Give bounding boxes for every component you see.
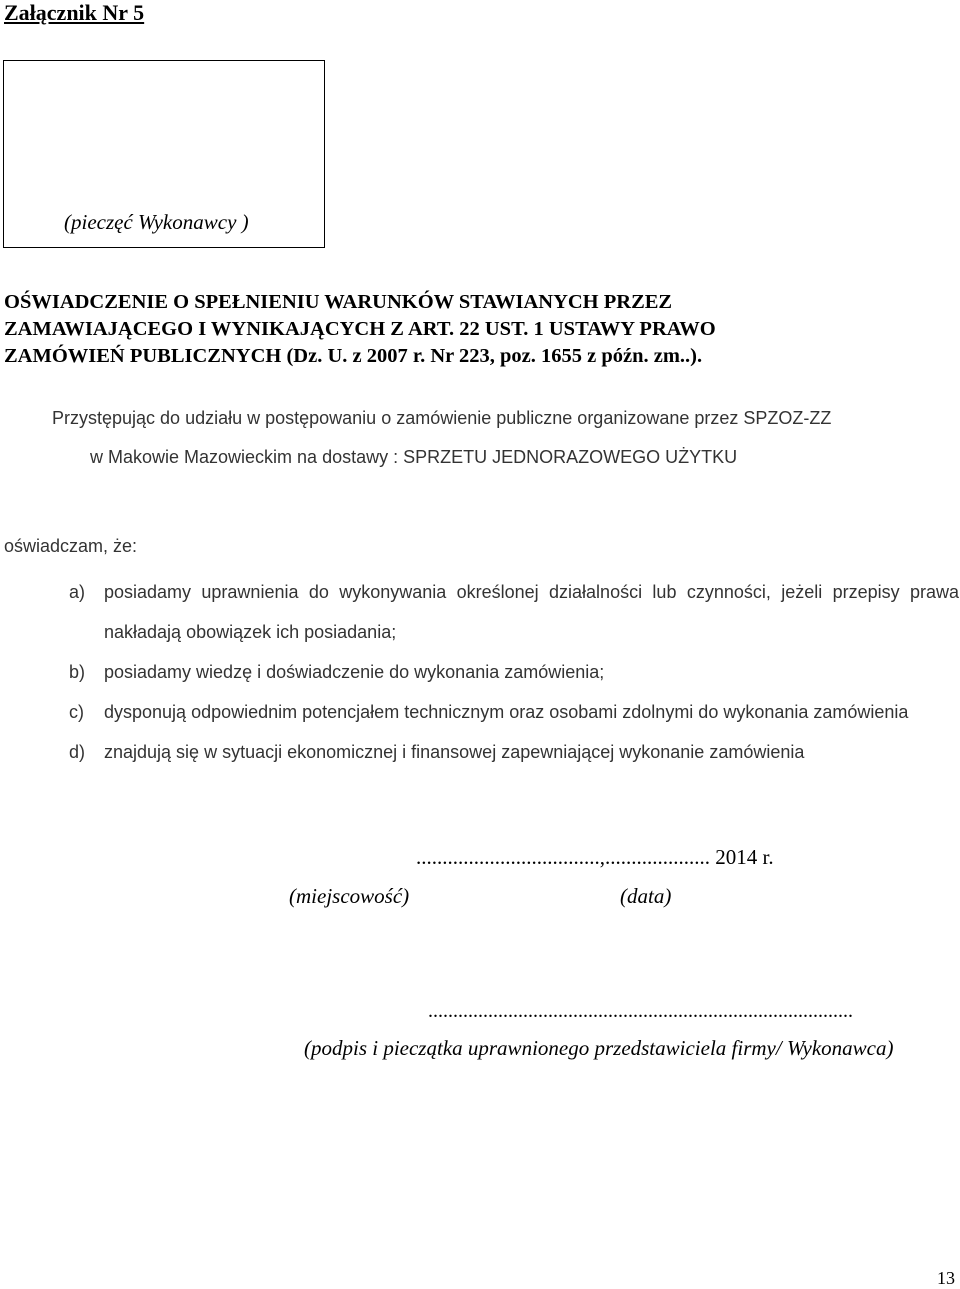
heading-line: OŚWIADCZENIE O SPEŁNIENIU WARUNKÓW STAWIANYCH PRZEZ [4, 291, 673, 313]
statement-heading [4, 289, 904, 370]
place-label: (miejscowość) [289, 884, 410, 908]
declaration-label: oświadczam, że: [4, 536, 138, 556]
list-item [69, 732, 959, 772]
item-letter: d) [69, 742, 86, 762]
signature-line: ..................................................................................... [428, 1000, 853, 1022]
item-text: znajdują się w sytuacji ekonomicznej i finansowej zapewniającej wykonanie zamówienia [104, 742, 805, 762]
intro-line-2: w Makowie Mazowieckim na dostawy : SPRZETU JEDNORAZOWEGO UŻYTKU [90, 447, 738, 467]
page-number: 13 [937, 1268, 955, 1288]
list-item [69, 692, 959, 732]
place-date-line: ...................................,.................... 2014 r. [416, 845, 774, 869]
item-letter: b) [69, 662, 86, 682]
list-item [69, 572, 959, 652]
intro-line-1: Przystępując do udziału w postępowaniu o zamówienie publiczne organizowane przez SPZOZ-ZZ [52, 408, 832, 428]
conditions-list [69, 572, 959, 772]
heading-line: ZAMÓWIEŃ PUBLICZNYCH (Dz. U. z 2007 r. Nr 223, poz. 1655 z późn. zm..). [4, 345, 703, 367]
stamp-label: (pieczęć Wykonawcy ) [64, 210, 249, 234]
item-text: dysponują odpowiednim potencjałem technicznym oraz osobami zdolnymi do wykonania zamówienia [104, 702, 909, 722]
item-text: posiadamy uprawnienia do wykonywania określonej działalności lub czynności, jeżeli przepisy prawa nakładają obowiązek ich posiadania; [104, 582, 959, 642]
signature-label: (podpis i pieczątka uprawnionego przedstawiciela firmy/ Wykonawca) [304, 1036, 894, 1060]
date-label: (data) [620, 884, 672, 908]
item-text: posiadamy wiedzę i doświadczenie do wykonania zamówienia; [104, 662, 605, 682]
item-letter: c) [69, 702, 84, 722]
item-letter: a) [69, 582, 86, 602]
list-item [69, 652, 959, 692]
heading-line: ZAMAWIAJĄCEGO I WYNIKAJĄCYCH Z ART. 22 UST. 1 USTAWY PRAWO [4, 318, 716, 340]
document-title: Załącznik Nr 5 [4, 0, 145, 25]
